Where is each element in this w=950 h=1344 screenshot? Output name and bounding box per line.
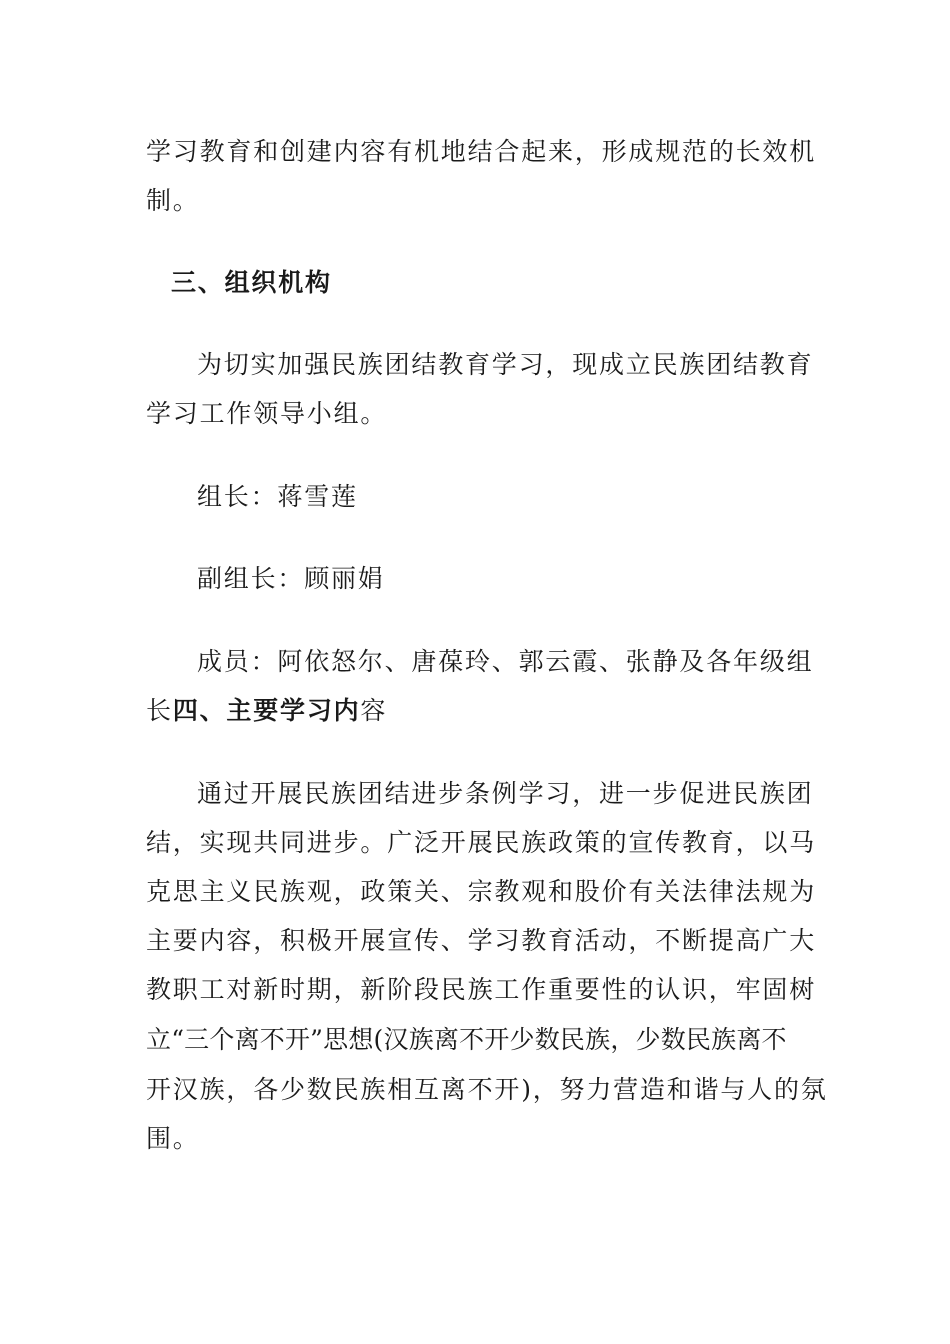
- paragraph-line: 为切实加强民族团结教育学习，现成立民族团结教育: [197, 350, 814, 379]
- paragraph-line: 克思主义民族观，政策关、宗教观和股价有关法律法规为: [146, 877, 817, 906]
- paragraph-line: 开汉族，各少数民族相互离不开)，努力营造和谐与人的氛: [146, 1075, 828, 1104]
- paragraph-line: 制。: [146, 186, 200, 215]
- deputy-leader-line: 副组长：顾丽娟: [197, 564, 385, 593]
- section-heading-tail: 容: [360, 696, 388, 725]
- paragraph-line: 立“三个离不开”思想(汉族离不开少数民族，少数民族离不: [146, 1025, 787, 1054]
- paragraph-line: 主要内容，积极开展宣传、学习教育活动，不断提高广大: [146, 926, 817, 955]
- paragraph-line: 学习工作领导小组。: [146, 399, 388, 428]
- paragraph-line: 通过开展民族团结进步条例学习，进一步促进民族团: [197, 779, 814, 808]
- members-line: 成员：阿依怒尔、唐葆玲、郭云霞、张静及各年级组: [197, 647, 814, 676]
- paragraph-line: 围。: [146, 1124, 200, 1153]
- section-heading: 三、组织机构: [171, 268, 332, 297]
- paragraph-line: 教职工对新时期，新阶段民族工作重要性的认识，牢固树: [146, 975, 817, 1004]
- paragraph-line: 学习教育和创建内容有机地结合起来，形成规范的长效机: [146, 137, 817, 166]
- leader-line: 组长：蒋雪莲: [197, 482, 358, 511]
- paragraph-line: 结，实现共同进步。广泛开展民族政策的宣传教育，以马: [146, 828, 817, 857]
- members-tail-text: 长: [146, 696, 173, 725]
- members-continuation-line: [146, 696, 387, 726]
- section-heading: 四、主要学习内: [172, 696, 361, 725]
